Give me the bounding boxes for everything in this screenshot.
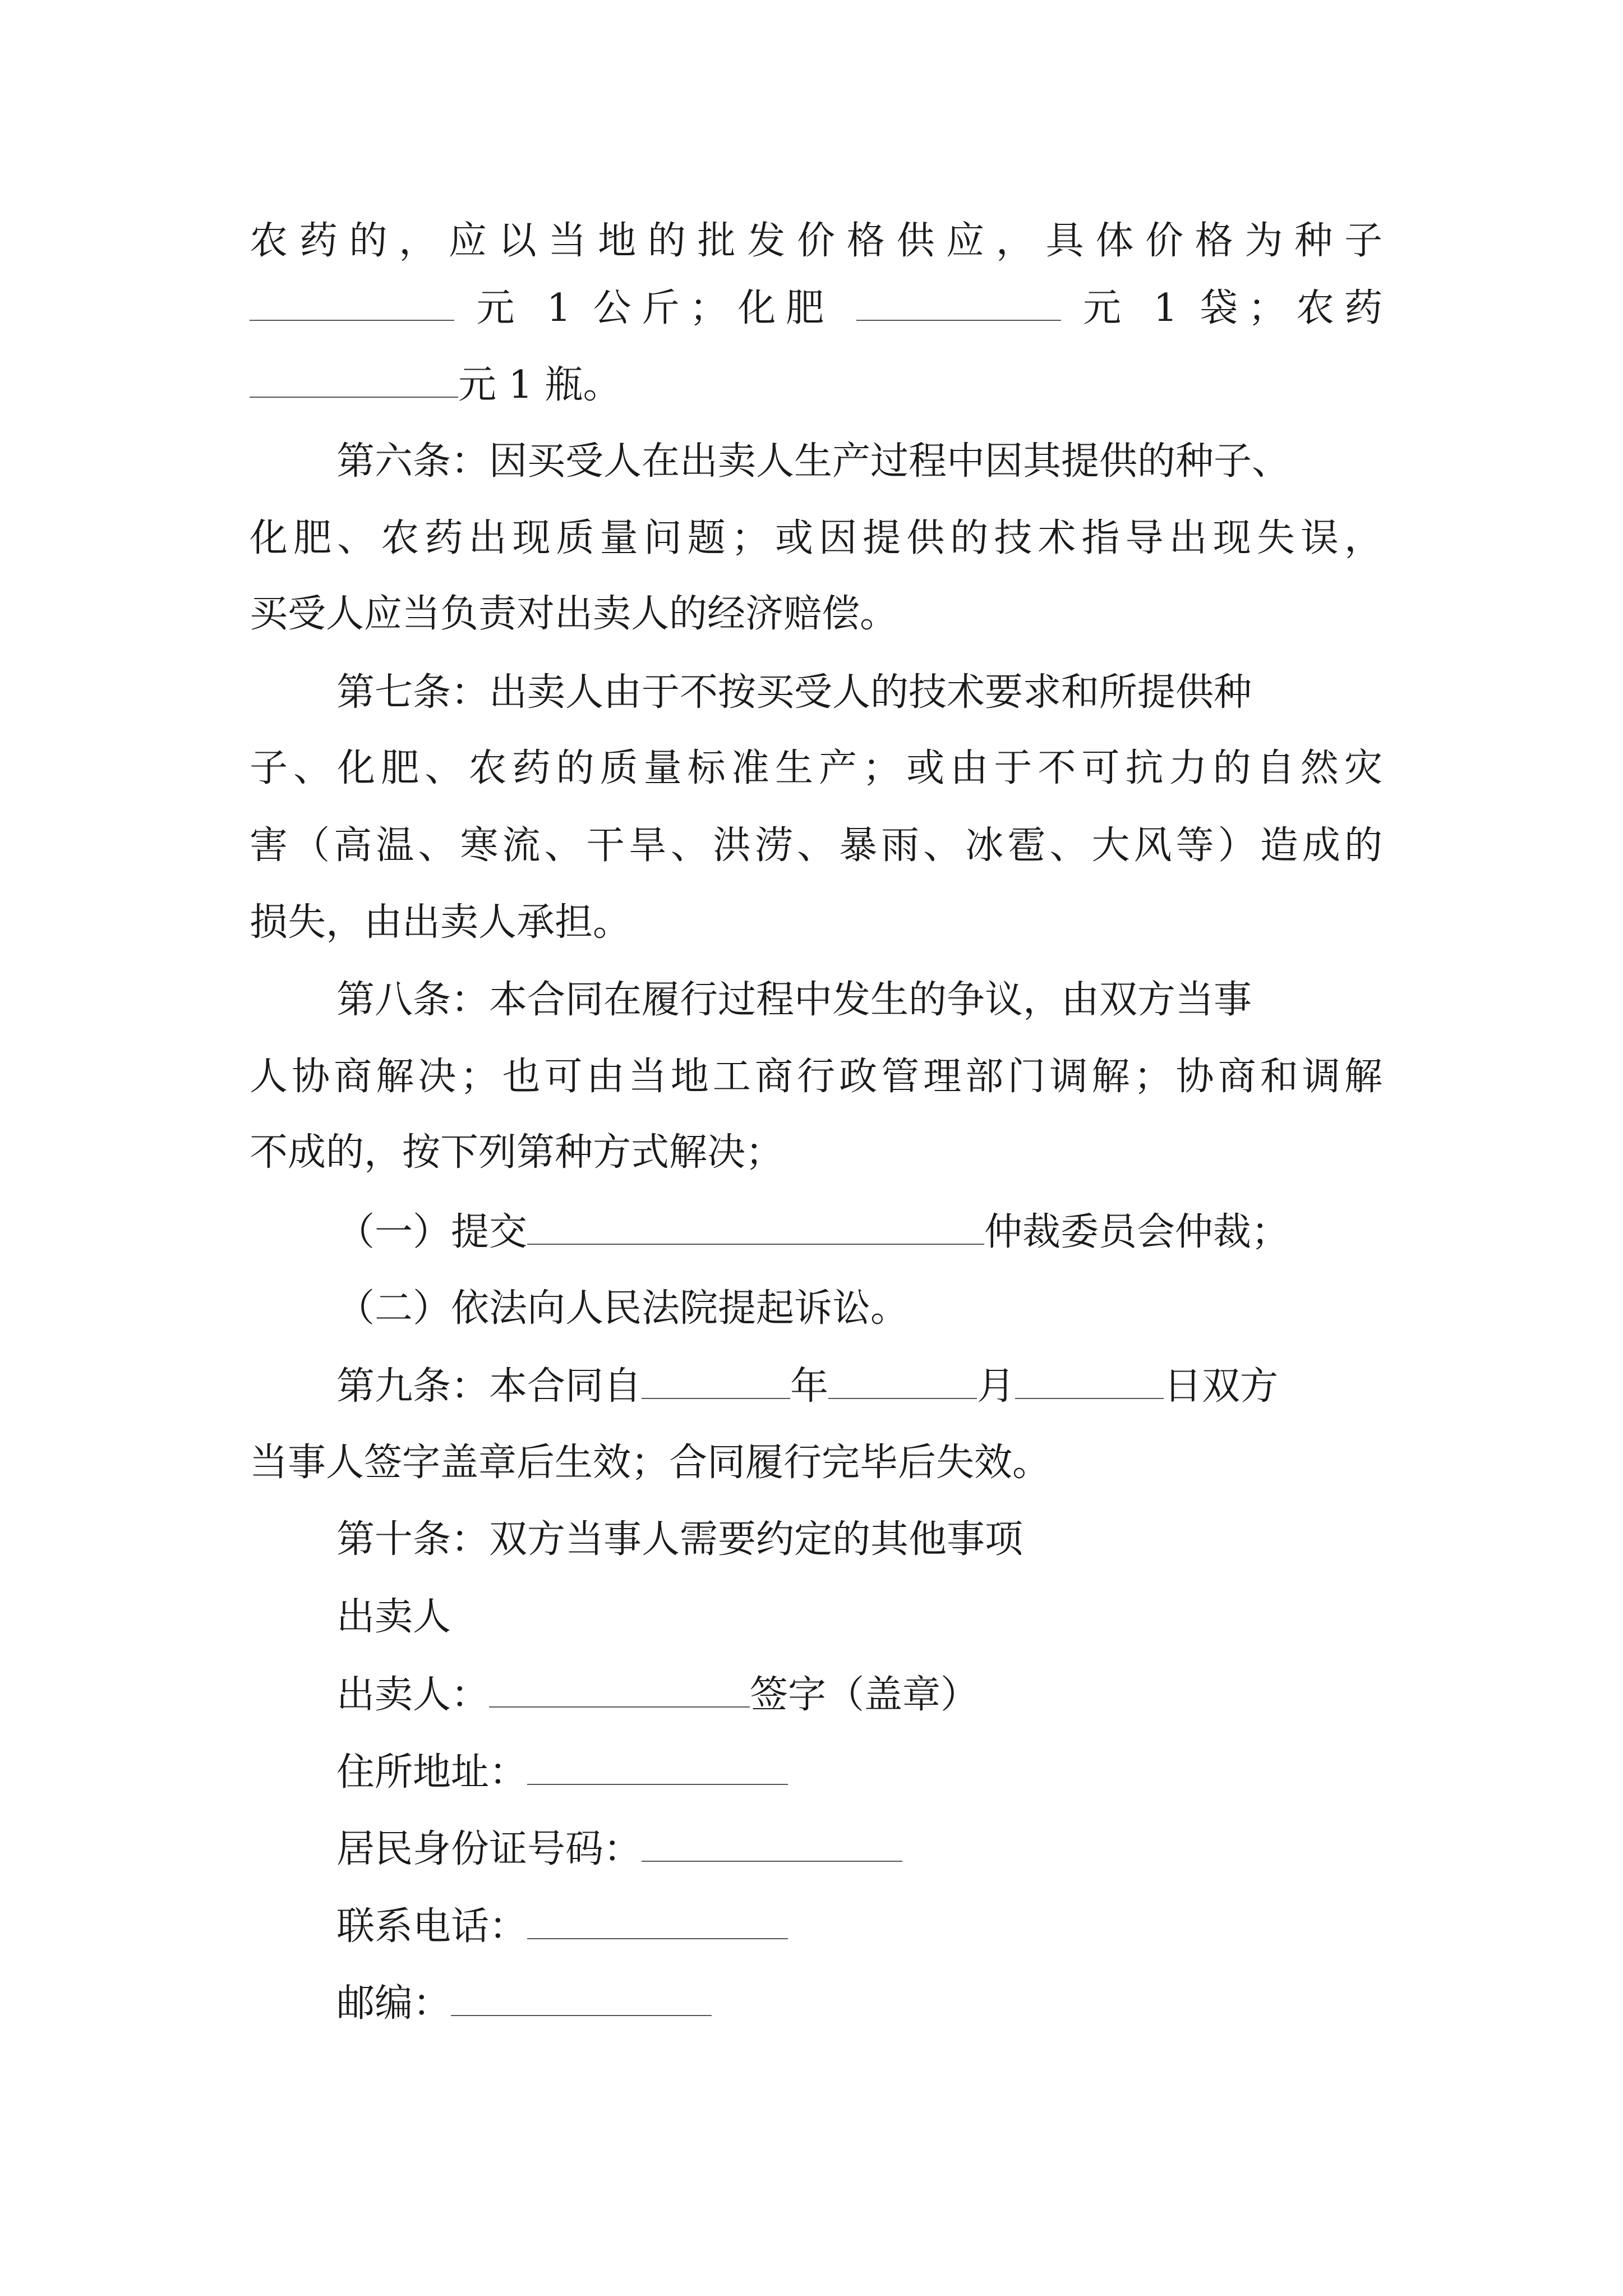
effective-day-blank: [1015, 1358, 1164, 1399]
pesticide-price-blank: [250, 356, 458, 398]
fertilizer-price-blank: [856, 279, 1061, 321]
article-8-line-1: 第八条：本合同在履行过程中发生的争议，由双方当事: [336, 978, 1252, 1022]
id-number-blank: [642, 1820, 902, 1862]
arbitration-committee-blank: [527, 1203, 984, 1245]
phone-blank: [527, 1898, 788, 1939]
article-6-line-1: 第六条：因买受人在出卖人生产过程中因其提供的种子、: [336, 439, 1290, 484]
article-8-option-1: （一）提交 仲裁委员会仲裁；: [336, 1203, 1289, 1259]
article-6-line-2: 化肥、农药出现质量问题；或因提供的技术指导出现失误，: [250, 516, 1382, 560]
article-8-line-2: 人协商解决；也可由当地工商行政管理部门调解；协商和调解: [250, 1055, 1382, 1099]
postcode-row: 邮编：: [336, 1975, 712, 2031]
seller-name-blank: [489, 1666, 750, 1708]
effective-month-blank: [828, 1358, 977, 1399]
article-10: 第十条：双方当事人需要约定的其他事项: [336, 1517, 1023, 1562]
article-7-line-4: 损失，由出卖人承担。: [250, 900, 631, 945]
article-7-line-3: 害（高温、寒流、干旱、洪涝、暴雨、冰雹、大风等）造成的: [250, 823, 1382, 868]
article-5-line-2: 元 1 公斤；化肥 元 1 袋；农药: [250, 279, 1382, 335]
address-row: 住所地址：: [336, 1743, 788, 1800]
postcode-blank: [451, 1975, 712, 2016]
article-5-line-3: 元 1 瓶。: [250, 356, 621, 412]
signature-heading: 出卖人: [336, 1595, 451, 1639]
article-8-option-2: （二）依法向人民法院提起诉讼。: [336, 1286, 909, 1331]
seller-signature-row: 出卖人： 签字（盖章）: [336, 1666, 979, 1722]
seed-price-blank: [250, 279, 454, 321]
id-number-row: 居民身份证号码：: [336, 1820, 902, 1876]
effective-year-blank: [642, 1358, 790, 1399]
article-7-line-1: 第七条：出卖人由于不按买受人的技术要求和所提供种: [336, 670, 1252, 715]
article-6-line-3: 买受人应当负责对出卖人的经济赔偿。: [250, 592, 898, 636]
article-9-line-2: 当事人签字盖章后生效；合同履行完毕后失效。: [250, 1441, 1051, 1485]
article-8-line-3: 不成的，按下列第种方式解决；: [250, 1130, 784, 1175]
article-7-line-2: 子、化肥、农药的质量标准生产；或由于不可抗力的自然灾: [250, 746, 1382, 790]
article-9-line-1: 第九条：本合同自 年 月 日双方: [336, 1358, 1278, 1414]
article-5-line-1: 农药的，应以当地的批发价格供应，具体价格为种子: [250, 219, 1382, 263]
address-blank: [527, 1743, 788, 1785]
phone-row: 联系电话：: [336, 1898, 788, 1954]
